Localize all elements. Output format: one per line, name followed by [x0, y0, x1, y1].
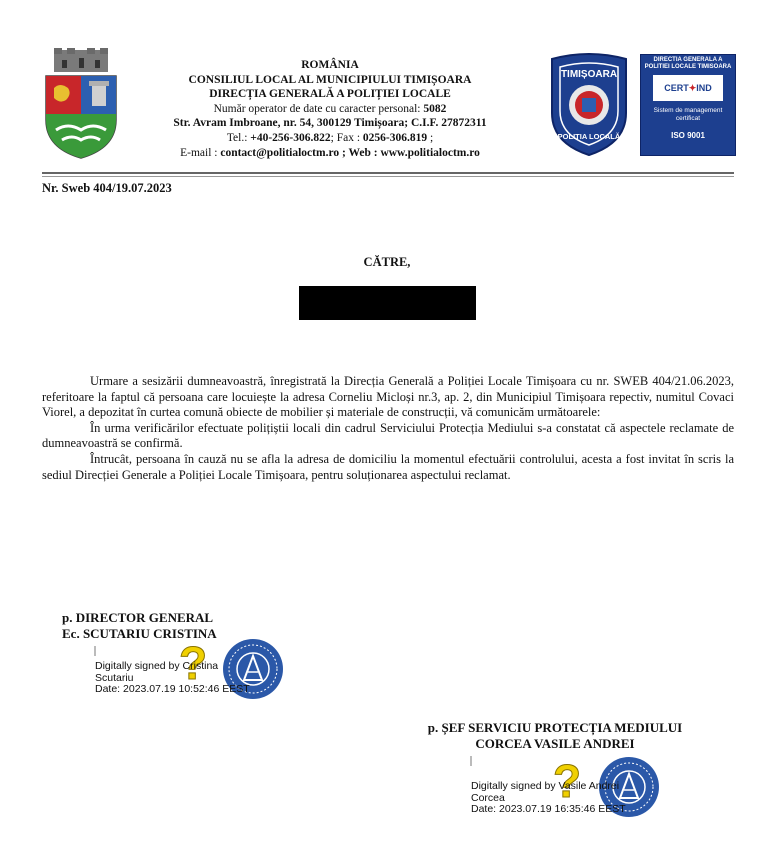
header-operator: Număr operator de date cu caracter personal: 5082: [213, 102, 447, 115]
header-phone-fax: Tel.: +40-256-306.822; Fax : 0256-306.819 ;: [226, 131, 434, 144]
header-directorate: DIRECȚIA GENERALĂ A POLIȚIEI LOCALE: [209, 88, 451, 101]
header-email-web: E-mail : contact@politialoctm.ro ; Web : www.politialoctm.ro: [180, 146, 480, 159]
signatory-name: Ec. SCUTARIU CRISTINA: [62, 626, 217, 641]
digital-signature-text-service-chief: Digitally signed by Vasile Andrei Corcea Date: 2023.07.19 16:35:46 EEST: [471, 780, 626, 815]
iso-certification-badge: [640, 54, 736, 156]
header-council: CONSILIUL LOCAL AL MUNICIPIULUI TIMIȘOARA: [188, 73, 472, 86]
body-paragraph: În urma verificărilor efectuate polițiștii locali din cadrul Serviciului Protecția Mediului s-a constatat că aspectele reclamate de dumneavoastră se confirmă.: [42, 420, 734, 451]
unverified-signature-icon: ?: [179, 637, 208, 689]
signatory-title: p. DIRECTOR GENERAL: [62, 610, 214, 625]
body-paragraph: Urmare a sesizării dumneavoastră, înregistrată la Direcția Generală a Poliției Locale Timișoara cu nr. SWEB 404/21.06.2023, referitoare la faptul că persoana care locuiește la adresa Corneliu Micloși nr.3, ap. 2, din Municipiul Timișoara repectiv, numitul Covaci Viorel, a depozitat în curtea comună obiecte de mobilier și materiale de construcții, vă comunicăm următoarele:: [42, 374, 734, 420]
badge-top-text: TIMIȘOARA: [560, 69, 618, 80]
iso-badge-standard: ISO 9001: [671, 131, 705, 140]
local-police-badge-logo: [546, 53, 632, 157]
signatory-name: CORCEA VASILE ANDREI: [475, 736, 635, 751]
certind-logo: CERT ✦ IND: [653, 75, 723, 101]
document-reference-number: Nr. Sweb 404/19.07.2023: [42, 181, 172, 195]
header-divider-thin: [42, 176, 734, 177]
recipient-heading: CĂTRE,: [363, 255, 411, 269]
signatory-title: p. ȘEF SERVICIU PROTECȚIA MEDIULUI: [427, 720, 683, 735]
iso-badge-system: Sistem de management certificat: [653, 107, 723, 122]
redacted-recipient-block: [299, 286, 476, 320]
digital-signature-text-director: Digitally signed by Cristina Scutariu Date: 2023.07.19 10:52:46 EEST: [95, 660, 250, 695]
letter-body: [42, 374, 734, 483]
header-divider-thick: [42, 172, 734, 174]
institution-header: [140, 58, 520, 160]
header-address: Str. Avram Imbroane, nr. 54, 300129 Timișoara; C.I.F. 27872311: [173, 117, 487, 130]
city-coat-of-arms-logo: [42, 48, 120, 160]
body-paragraph: Întrucât, persoana în cauză nu se afla la adresa de domiciliu la momentul efectuării controlului, acesta a fost invitat în scris la sediul Direcției Generale a Poliției Locale Timișoara, pentru soluționarea aspectului reclamat.: [42, 451, 734, 482]
signature-field-marker: [470, 756, 472, 766]
unverified-signature-icon: ?: [553, 755, 582, 807]
iso-badge-title: DIRECTIA GENERALA A POLITIEI LOCALE TIMISOARA: [644, 57, 732, 70]
badge-bottom-text: POLIȚIA LOCALĂ: [557, 132, 621, 141]
header-country: ROMÂNIA: [301, 59, 359, 71]
signature-block-service-chief: [395, 720, 715, 752]
signature-field-marker: [94, 646, 96, 656]
